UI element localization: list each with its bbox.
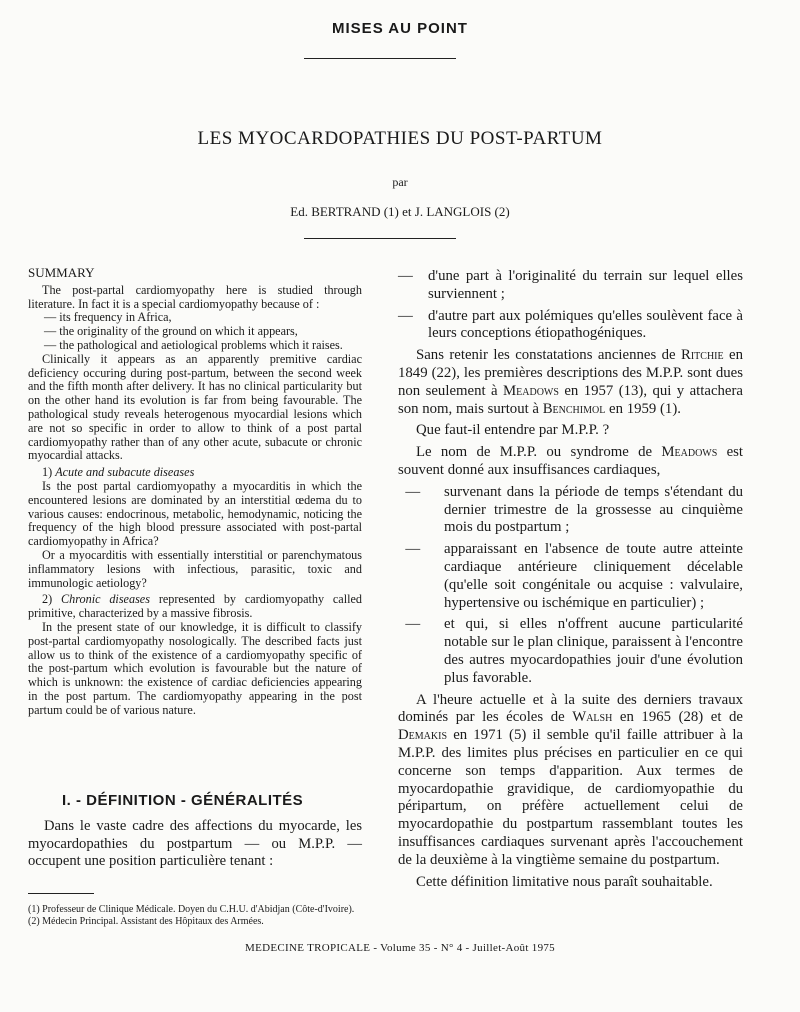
section-heading: I. - DÉFINITION - GÉNÉRALITÉS xyxy=(62,792,304,809)
summary-paragraph: Is the post partal cardiomyopathy a myocarditis in which the encountered lesions are dominated by an interstitial œdema du to various causes: endocrinous, metabolic, hemodynamic, noticing the frequency of the high blood pressure associated with post-partal cardiomyopathy in Africa? xyxy=(28,478,362,549)
footnote: (1) Professeur de Clinique Médicale. Doyen du C.H.U. d'Abidjan (Côte-d'Ivoire). xyxy=(28,904,355,915)
summary-list-item: — its frequency in Africa, xyxy=(44,310,172,325)
summary-list-item: — the originality of the ground on which it appears, xyxy=(44,324,298,339)
footnote: (2) Médecin Principal. Assistant des Hôpitaux des Armées. xyxy=(28,916,264,927)
section-body xyxy=(28,818,362,871)
summary-paragraph: The post-partal cardiomyopathy here is studied through literature. In fact it is a special cardiomyopathy because of : xyxy=(28,282,362,311)
summary-block xyxy=(28,266,362,718)
dash-item: — et qui, si elles n'offrent aucune particularité notable sur le plan clinique, paraissent à l'encontre des autres myocardopathies jouir d'une évolution plus favorable. xyxy=(398,616,743,686)
summary-paragraph: Or a myocarditis with essentially interstitial or parenchymatous inflammatory lesions with infectious, parasitic, toxic and immunologic aetiology? xyxy=(28,547,362,590)
body-paragraph: A l'heure actuelle et à la suite des derniers travaux dominés par les écoles de Walsh en 1965 (28) et de Demakis en 1971 (5) il semble qu'il faille attribuer à la M.P.P. des limites plus précises en particulier en ce qui concerne son temps d'apparition. Aux termes de myocardopathie gravidique, de cardiomyopathie du péripartum, on préfère actuellement celui de myocardopathie du postpartum rassemblant toutes les insuffisances cardiaques survenant après l'accouchement de la deuxième à la vingtième semaine du postpartum. xyxy=(398,691,744,868)
section-label: MISES AU POINT xyxy=(332,20,468,37)
body-paragraph: Cette définition limitative nous paraît souhaitable. xyxy=(416,873,713,890)
body-paragraph: Sans retenir les constatations anciennes de Ritchie en 1849 (22), les premières descriptions des M.P.P. sont dues non seulement à Meadows en 1957 (13), qui y attachera son nom, mais surtout à Benchimol en 1959 (1). xyxy=(398,347,743,417)
header-rule xyxy=(304,58,456,59)
dash-item: — d'autre part aux polémiques qu'elles soulèvent face à leurs conceptions étiopathogéniques. xyxy=(398,307,743,342)
right-column xyxy=(398,268,743,895)
body-paragraph: Le nom de M.P.P. ou syndrome de Meadows est souvent donné aux insuffisances cardiaques, xyxy=(398,444,744,478)
dash-item: — apparaissant en l'absence de toute autre atteinte cardiaque antérieure cliniquement décelable (qu'elle soit congénitale ou acquise : valvulaire, hypertensive ou ischémique en particulier) ; xyxy=(398,541,743,611)
summary-paragraph: Clinically it appears as an apparently premitive cardiac deficiency occuring during post-partum, between the second week and the fifth month after delivery. It has no clinical particularity but on the other hand its evolution is far from being favourable. The pathological study reveals heterogenous myocardial lesions which are not so specific in order to allow to think of a post partal cardiomyopathy rather than of any other acute, subacute or chronic myocardial attacks. xyxy=(28,351,362,463)
summary-paragraph: 2) Chronic diseases represented by cardiomyopathy called primitive, characterized by a massive fibrosis. xyxy=(28,592,362,621)
summary-list-item: — the pathological and aetiological problems which it raises. xyxy=(44,337,343,352)
dash-item: — d'une part à l'originalité du terrain sur lequel elles surviennent ; xyxy=(398,268,743,302)
body-paragraph: Dans le vaste cadre des affections du myocarde, les myocardopathies du postpartum — ou M.P.P. — occupent une position particulière tenant : xyxy=(28,818,362,869)
body-paragraph: Que faut-il entendre par M.P.P. ? xyxy=(416,422,610,439)
dash-item: — survenant dans la période de temps s'étendant du dernier trimestre de la grossesse au cinquième mois du postpartum ; xyxy=(398,483,743,536)
footnote-rule xyxy=(28,893,94,894)
footnotes xyxy=(28,904,628,928)
journal-footer: MEDECINE TROPICALE - Volume 35 - N° 4 - Juillet-Août 1975 xyxy=(245,942,555,954)
summary-heading: SUMMARY xyxy=(28,265,95,280)
summary-subheading: 1) Acute and subacute diseases xyxy=(42,465,195,480)
summary-paragraph: In the present state of our knowledge, it is difficult to classify post-partal cardiomyopathy nosologically. The described facts just allow us to think of the existence of a cardiomyopathy specific of the post-partum which evolution is favourable but the nature of which is unknown: the existence of cardiac deficiencies appearing in the post partum. The cardiomyopathy appearing in the post partum could be of various nature. xyxy=(28,619,362,717)
byline-par: par xyxy=(392,175,408,189)
title-rule xyxy=(304,238,456,239)
article-title: LES MYOCARDOPATHIES DU POST-PARTUM xyxy=(197,128,603,149)
authors: Ed. BERTRAND (1) et J. LANGLOIS (2) xyxy=(290,204,510,219)
